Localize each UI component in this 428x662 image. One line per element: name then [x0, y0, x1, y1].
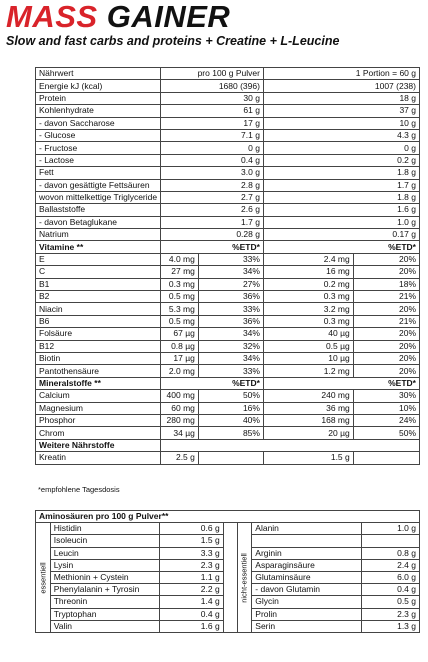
amino-header: Aminosäuren pro 100 g Pulver**	[36, 511, 420, 523]
amino-essential-value: 0.6 g	[160, 523, 223, 535]
vitamin-portion: 0.5 µg	[263, 340, 353, 352]
vitamin-name: Folsäure	[36, 328, 161, 340]
vitamin-name: Pantothensäure	[36, 365, 161, 377]
vitamin-per100-etd: 34%	[198, 266, 263, 278]
amino-spacer	[223, 523, 237, 633]
other-header-row	[36, 439, 420, 451]
vitamin-portion-etd: 20%	[353, 352, 419, 364]
other-per100: 2.5 g	[161, 452, 199, 464]
vitamin-per100: 17 µg	[161, 352, 199, 364]
nutrient-portion: 10 g	[263, 117, 419, 129]
mineral-portion-etd: 50%	[353, 427, 419, 439]
nutrient-name: Protein	[36, 92, 161, 104]
mineral-per100-etd: 50%	[198, 390, 263, 402]
vitamin-per100: 2.0 mg	[161, 365, 199, 377]
nutrient-portion: 0.17 g	[263, 229, 419, 241]
mineral-portion: 240 mg	[263, 390, 353, 402]
vitamin-portion-etd: 20%	[353, 253, 419, 265]
nonessential-group-label	[237, 523, 252, 633]
nutrient-per100: 7.1 g	[161, 129, 264, 141]
vitamin-per100-etd: 34%	[198, 328, 263, 340]
mineral-header-etd: %ETD*	[161, 377, 264, 389]
mineral-portion-etd: 10%	[353, 402, 419, 414]
nutrient-name: Fett	[36, 167, 161, 179]
vitamin-portion: 0.3 mg	[263, 315, 353, 327]
mineral-header-etd: %ETD*	[263, 377, 419, 389]
other-per100-etd	[198, 452, 263, 464]
vitamin-per100: 67 µg	[161, 328, 199, 340]
nutrition-row	[36, 92, 420, 104]
amino-nonessential-name: Asparaginsäure	[252, 559, 361, 571]
nutrition-row	[36, 129, 420, 141]
amino-essential-name: Tryptophan	[50, 608, 160, 620]
amino-header-row	[36, 511, 420, 523]
mineral-per100: 400 mg	[161, 390, 199, 402]
nutrition-row	[36, 229, 420, 241]
vitamin-portion-etd: 18%	[353, 278, 419, 290]
nutrition-header-label: Nährwert	[36, 68, 161, 80]
mineral-portion: 20 µg	[263, 427, 353, 439]
mineral-per100: 60 mg	[161, 402, 199, 414]
vitamin-row	[36, 291, 420, 303]
other-portion: 1.5 g	[263, 452, 353, 464]
other-name: Kreatin	[36, 452, 161, 464]
vitamin-header-etd: %ETD*	[263, 241, 419, 253]
nutrient-portion: 0.2 g	[263, 154, 419, 166]
vitamin-row	[36, 340, 420, 352]
mineral-name: Calcium	[36, 390, 161, 402]
mineral-row	[36, 402, 420, 414]
vitamin-per100: 0.3 mg	[161, 278, 199, 290]
essential-label-text: essentiell	[38, 561, 48, 594]
vitamin-per100: 0.5 mg	[161, 291, 199, 303]
nutrition-header-per100: pro 100 g Pulver	[161, 68, 264, 80]
vitamin-portion: 40 µg	[263, 328, 353, 340]
vitamin-row	[36, 315, 420, 327]
nutrient-name: Energie kJ (kcal)	[36, 80, 161, 92]
vitamin-name: C	[36, 266, 161, 278]
vitamin-row	[36, 278, 420, 290]
amino-essential-name: Histidin	[50, 523, 160, 535]
product-subtitle: Slow and fast carbs and proteins + Creatine + L-Leucine	[6, 34, 340, 48]
vitamin-portion: 1.2 mg	[263, 365, 353, 377]
vitamin-portion: 10 µg	[263, 352, 353, 364]
vitamin-header-label: Vitamine **	[36, 241, 161, 253]
vitamin-header-etd: %ETD*	[161, 241, 264, 253]
nutrient-name: - Fructose	[36, 142, 161, 154]
nutrient-portion: 18 g	[263, 92, 419, 104]
amino-nonessential-name: Serin	[252, 620, 361, 632]
essential-group-label	[36, 523, 51, 633]
vitamin-portion-etd: 20%	[353, 340, 419, 352]
nutrient-portion: 1.6 g	[263, 204, 419, 216]
nutrition-row	[36, 167, 420, 179]
nutrient-per100: 2.8 g	[161, 179, 264, 191]
footnote: *empfohlene Tagesdosis	[38, 485, 120, 494]
amino-essential-name: Leucin	[50, 547, 160, 559]
vitamin-row	[36, 365, 420, 377]
amino-nonessential-value: 0.8 g	[361, 547, 419, 559]
nutrition-row	[36, 204, 420, 216]
amino-nonessential-value: 1.3 g	[361, 620, 419, 632]
amino-nonessential-value: 0.4 g	[361, 584, 419, 596]
vitamin-per100-etd: 33%	[198, 365, 263, 377]
product-header	[6, 0, 422, 48]
other-header-blank	[161, 439, 420, 451]
vitamin-per100-etd: 27%	[198, 278, 263, 290]
mineral-name: Phosphor	[36, 414, 161, 426]
vitamin-per100: 27 mg	[161, 266, 199, 278]
vitamin-portion-etd: 20%	[353, 266, 419, 278]
vitamin-name: B2	[36, 291, 161, 303]
mineral-header-row	[36, 377, 420, 389]
nutrient-per100: 17 g	[161, 117, 264, 129]
amino-nonessential-value: 2.4 g	[361, 559, 419, 571]
vitamin-per100: 0.5 mg	[161, 315, 199, 327]
other-header-label: Weitere Nährstoffe	[36, 439, 161, 451]
vitamin-per100: 4.0 mg	[161, 253, 199, 265]
amino-essential-name: Lysin	[50, 559, 160, 571]
nutrient-portion: 1.8 g	[263, 191, 419, 203]
vitamin-portion-etd: 20%	[353, 303, 419, 315]
amino-essential-name: Threonin	[50, 596, 160, 608]
other-portion-etd	[353, 452, 419, 464]
nutrient-per100: 1.7 g	[161, 216, 264, 228]
vitamin-portion: 0.2 mg	[263, 278, 353, 290]
amino-nonessential-name	[252, 535, 361, 547]
vitamin-row	[36, 266, 420, 278]
nutrition-header-row	[36, 68, 420, 80]
nutrition-row	[36, 80, 420, 92]
vitamin-name: Biotin	[36, 352, 161, 364]
amino-essential-name: Valin	[50, 620, 160, 632]
nutrition-row	[36, 216, 420, 228]
vitamin-row	[36, 352, 420, 364]
mineral-portion: 168 mg	[263, 414, 353, 426]
nutrition-row	[36, 142, 420, 154]
vitamin-header-row	[36, 241, 420, 253]
vitamin-per100-etd: 34%	[198, 352, 263, 364]
nutrient-portion: 1.0 g	[263, 216, 419, 228]
title-red-word: MASS	[6, 0, 98, 34]
mineral-name: Magnesium	[36, 402, 161, 414]
vitamin-portion: 0.3 mg	[263, 291, 353, 303]
nutrient-name: - Lactose	[36, 154, 161, 166]
mineral-per100: 280 mg	[161, 414, 199, 426]
nutrient-per100: 1680 (396)	[161, 80, 264, 92]
nutrient-per100: 2.6 g	[161, 204, 264, 216]
vitamin-name: B6	[36, 315, 161, 327]
amino-essential-name: Methionin + Cystein	[50, 571, 160, 583]
vitamin-per100: 0.8 µg	[161, 340, 199, 352]
vitamin-per100-etd: 32%	[198, 340, 263, 352]
mineral-per100-etd: 16%	[198, 402, 263, 414]
vitamin-portion-etd: 20%	[353, 328, 419, 340]
nutrition-row	[36, 117, 420, 129]
amino-essential-value: 1.1 g	[160, 571, 223, 583]
nutrition-row	[36, 154, 420, 166]
amino-nonessential-name: Glutaminsäure	[252, 571, 361, 583]
nutrient-portion: 37 g	[263, 105, 419, 117]
vitamin-name: E	[36, 253, 161, 265]
nutrient-per100: 0 g	[161, 142, 264, 154]
amino-essential-value: 1.5 g	[160, 535, 223, 547]
nutrient-name: - davon Saccharose	[36, 117, 161, 129]
nutrient-name: - Glucose	[36, 129, 161, 141]
mineral-per100-etd: 40%	[198, 414, 263, 426]
nutrient-per100: 3.0 g	[161, 167, 264, 179]
mineral-per100-etd: 85%	[198, 427, 263, 439]
mineral-row	[36, 390, 420, 402]
mineral-header-label: Mineralstoffe **	[36, 377, 161, 389]
other-row	[36, 452, 420, 464]
amino-nonessential-name: Glycin	[252, 596, 361, 608]
vitamin-portion: 2.4 mg	[263, 253, 353, 265]
vitamin-name: B1	[36, 278, 161, 290]
amino-essential-value: 0.4 g	[160, 608, 223, 620]
nutrient-portion: 1007 (238)	[263, 80, 419, 92]
nutrient-per100: 0.4 g	[161, 154, 264, 166]
mineral-portion: 36 mg	[263, 402, 353, 414]
vitamin-name: B12	[36, 340, 161, 352]
vitamin-per100-etd: 33%	[198, 253, 263, 265]
nutrition-row	[36, 105, 420, 117]
amino-nonessential-value: 1.0 g	[361, 523, 419, 535]
nutrient-per100: 0.28 g	[161, 229, 264, 241]
amino-nonessential-name: Arginin	[252, 547, 361, 559]
vitamin-row	[36, 328, 420, 340]
mineral-per100: 34 µg	[161, 427, 199, 439]
amino-nonessential-value: 2.3 g	[361, 608, 419, 620]
nutrient-name: - davon gesättigte Fettsäuren	[36, 179, 161, 191]
vitamin-portion-etd: 21%	[353, 315, 419, 327]
amino-nonessential-name: - davon Glutamin	[252, 584, 361, 596]
vitamin-portion: 3.2 mg	[263, 303, 353, 315]
vitamin-row	[36, 253, 420, 265]
nutrient-name: - davon Betaglukane	[36, 216, 161, 228]
nutrient-portion: 1.7 g	[263, 179, 419, 191]
mineral-row	[36, 427, 420, 439]
amino-essential-value: 2.3 g	[160, 559, 223, 571]
nutrient-portion: 1.8 g	[263, 167, 419, 179]
title-black-word: GAINER	[106, 0, 231, 34]
amino-row	[36, 523, 420, 535]
nutrient-per100: 30 g	[161, 92, 264, 104]
amino-essential-value: 1.4 g	[160, 596, 223, 608]
amino-essential-name: Phenylalanin + Tyrosin	[50, 584, 160, 596]
amino-acid-table	[35, 510, 420, 633]
vitamin-row	[36, 303, 420, 315]
nutrient-name: Natrium	[36, 229, 161, 241]
nutrition-row	[36, 191, 420, 203]
nonessential-label-text: nicht-essentiell	[239, 552, 249, 603]
amino-nonessential-name: Alanin	[252, 523, 361, 535]
amino-nonessential-value	[361, 535, 419, 547]
mineral-row	[36, 414, 420, 426]
vitamin-portion-etd: 20%	[353, 365, 419, 377]
nutrient-portion: 0 g	[263, 142, 419, 154]
mineral-portion-etd: 24%	[353, 414, 419, 426]
nutrient-portion: 4.3 g	[263, 129, 419, 141]
amino-essential-value: 1.6 g	[160, 620, 223, 632]
vitamin-per100-etd: 36%	[198, 315, 263, 327]
nutrient-per100: 2.7 g	[161, 191, 264, 203]
mineral-name: Chrom	[36, 427, 161, 439]
amino-nonessential-value: 6.0 g	[361, 571, 419, 583]
nutrient-name: wovon mittelkettige Triglyceride	[36, 191, 161, 203]
vitamin-portion: 16 mg	[263, 266, 353, 278]
amino-essential-value: 3.3 g	[160, 547, 223, 559]
vitamin-name: Niacin	[36, 303, 161, 315]
vitamin-portion-etd: 21%	[353, 291, 419, 303]
nutrient-name: Ballaststoffe	[36, 204, 161, 216]
vitamin-per100: 5.3 mg	[161, 303, 199, 315]
amino-essential-value: 2.2 g	[160, 584, 223, 596]
amino-essential-name: Isoleucin	[50, 535, 160, 547]
amino-nonessential-value: 0.5 g	[361, 596, 419, 608]
amino-nonessential-name: Prolin	[252, 608, 361, 620]
vitamin-per100-etd: 33%	[198, 303, 263, 315]
vitamin-per100-etd: 36%	[198, 291, 263, 303]
nutrient-name: Kohlenhydrate	[36, 105, 161, 117]
nutrition-header-portion: 1 Portion = 60 g	[263, 68, 419, 80]
mineral-portion-etd: 30%	[353, 390, 419, 402]
nutrient-per100: 61 g	[161, 105, 264, 117]
nutrition-table	[35, 67, 420, 465]
nutrition-row	[36, 179, 420, 191]
product-title	[6, 0, 422, 34]
